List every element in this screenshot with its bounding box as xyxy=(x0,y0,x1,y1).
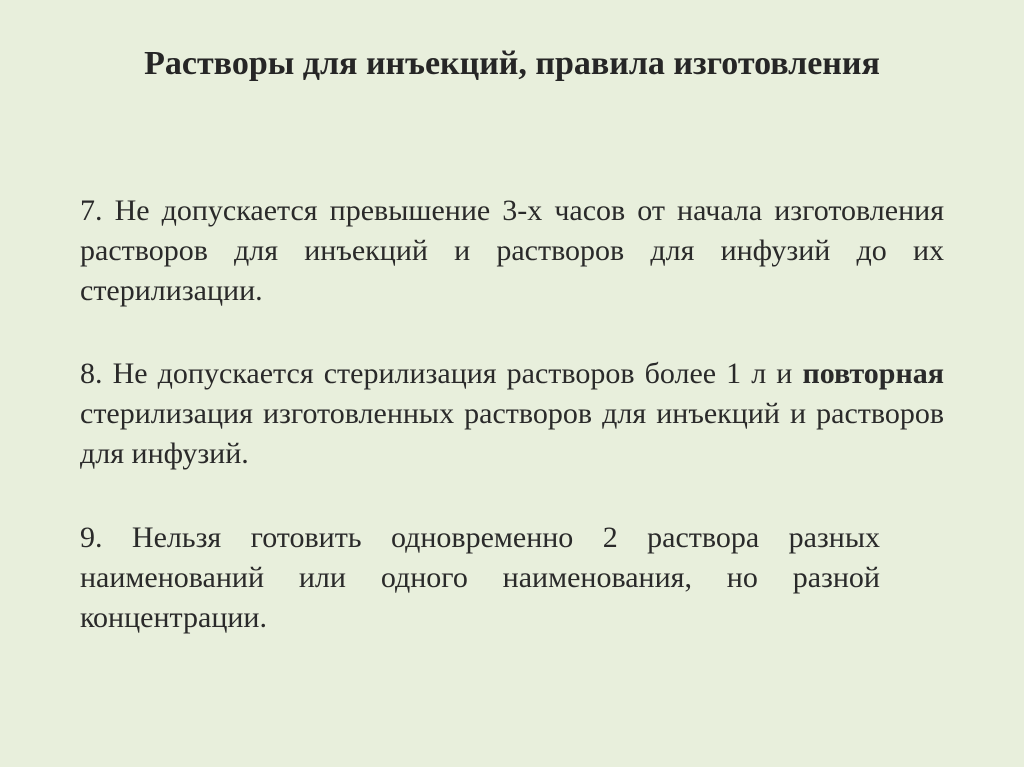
paragraph-7: 7. Не допускается превышение 3-х часов от начала изготовления растворов для инъекций и растворов для инфузий до их стерилизации. xyxy=(80,194,944,307)
paragraph-9: 9. Нельзя готовить одновременно 2 раствора разных наименований или одного наименования, но разной концентрации. xyxy=(80,521,880,634)
paragraph-8-emphasis: повторная xyxy=(802,357,944,390)
paragraph-8-prefix: 8. Не допускается стерилизация растворов более 1 л и xyxy=(80,357,803,390)
slide-title: Растворы для инъекций, правила изготовления xyxy=(144,45,880,82)
paragraph-8-suffix: стерилизация изготовленных растворов для инъекций и растворов для инфузий. xyxy=(80,397,944,470)
paragraph-8 xyxy=(80,354,944,474)
